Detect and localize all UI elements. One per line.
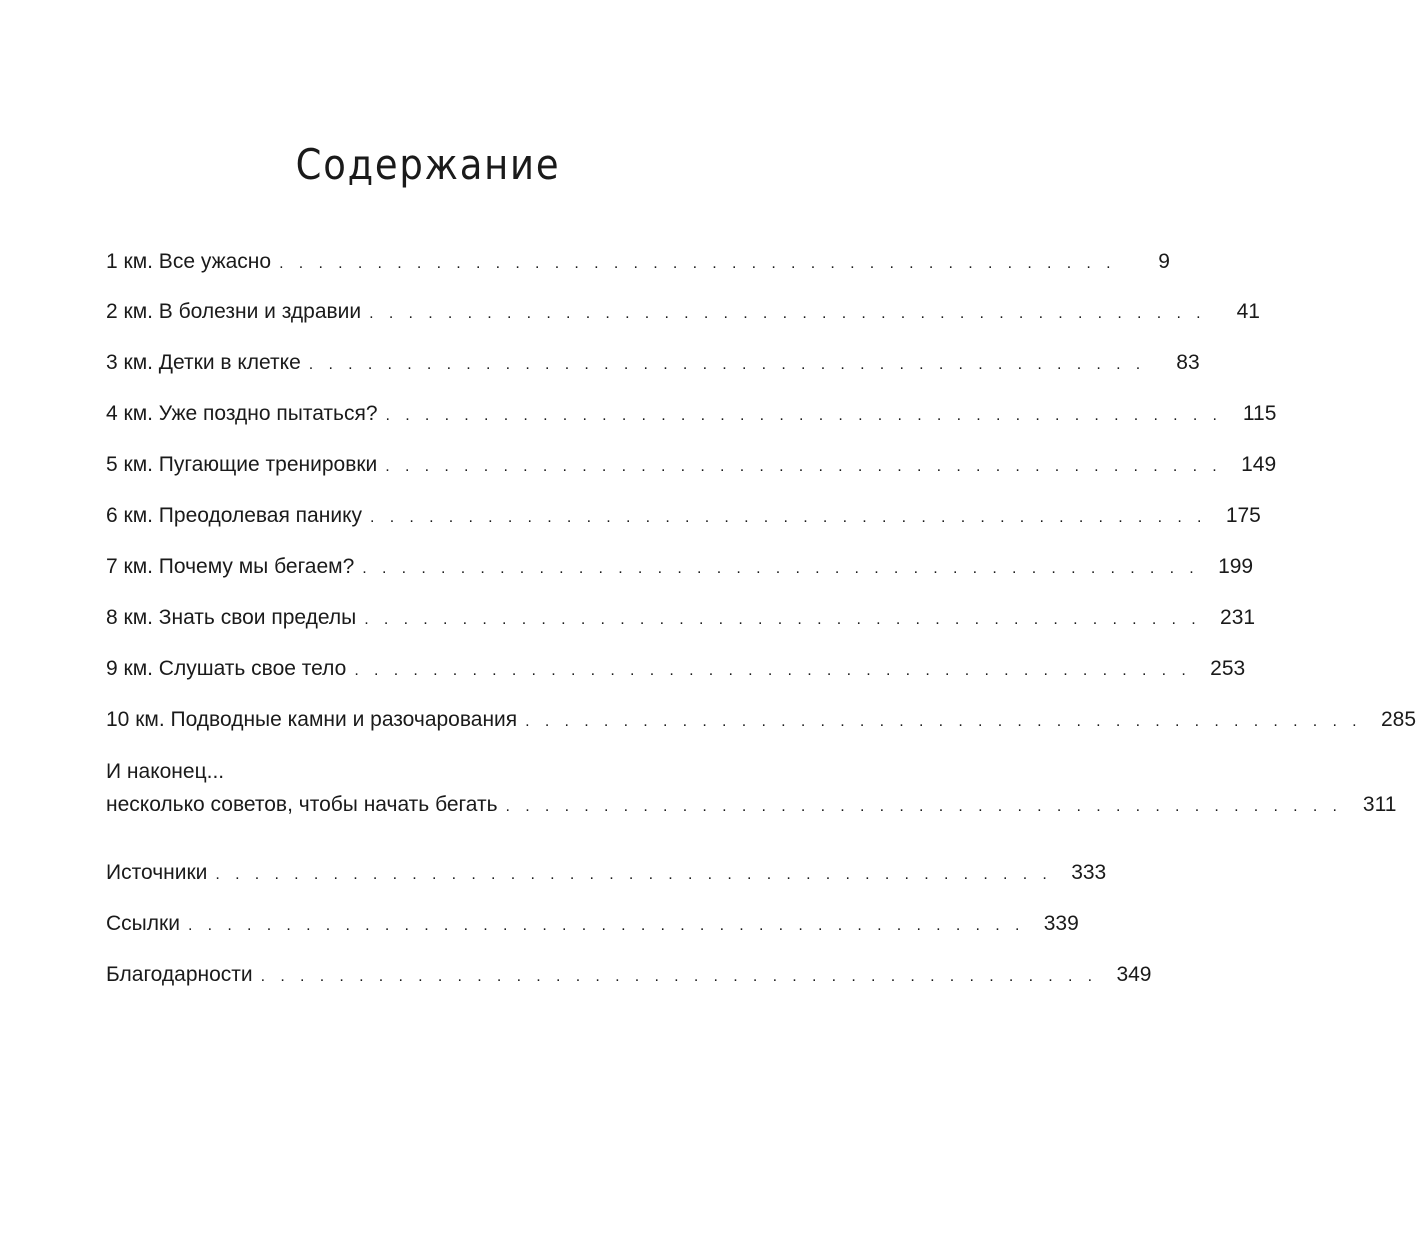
leader-dots: . . . . . . . . . . . . . . . . . . . . . . . . . . . . . . . . . . . . . . . . . . .	[308, 356, 1146, 373]
leader-dots: . . . . . . . . . . . . . . . . . . . . . . . . . . . . . . . . . . . . . . . . . . .	[364, 611, 1202, 628]
toc-entry	[106, 501, 1261, 531]
toc-entry	[106, 297, 1260, 327]
toc-back-matter-entry	[106, 858, 1107, 888]
toc-entry-label: 5 км. Пугающие тренировки	[106, 453, 378, 476]
toc-entry-page: 339	[1043, 912, 1079, 935]
toc-back-matter-entry	[106, 909, 1079, 939]
toc-entry-label: 10 км. Подводные камни и разочарования	[106, 708, 518, 731]
toc-entry-page: 199	[1218, 555, 1254, 578]
leader-dots: . . . . . . . . . . . . . . . . . . . . . . . . . . . . . . . . . . . . . . . . . . .	[260, 968, 1098, 985]
toc-entry	[106, 399, 1277, 429]
toc-entry-label: Благодарности	[106, 963, 253, 986]
toc-entry-page: 175	[1225, 504, 1261, 527]
toc-entry-label: 4 км. Уже поздно пытаться?	[106, 402, 378, 425]
toc-entry-page: 253	[1210, 657, 1246, 680]
toc-entry-page: 83	[1176, 351, 1200, 374]
leader-dots: . . . . . . . . . . . . . . . . . . . . . . . . . . . . . . . . . . . . . . . . . . .	[525, 713, 1363, 730]
leader-dots: . . . . . . . . . . . . . . . . . . . . . . . . . . . . . . . . . . . . . . . . . . .	[279, 255, 1116, 272]
leader-dots: . . . . . . . . . . . . . . . . . . . . . . . . . . . . . . . . . . . . . . . . . . .	[370, 509, 1207, 526]
toc-entry	[106, 450, 1277, 480]
toc-entry	[106, 348, 1200, 378]
toc-entry-first-line: И наконец...	[106, 760, 225, 783]
toc-entry-page: 231	[1220, 606, 1256, 629]
toc-entry-page: 149	[1241, 453, 1277, 476]
leader-dots: . . . . . . . . . . . . . . . . . . . . . . . . . . . . . . . . . . . . . . . . . . .	[362, 560, 1200, 577]
toc-back-matter-entry	[106, 960, 1152, 990]
toc-entry-label: 8 км. Знать свои пределы	[106, 606, 357, 629]
toc-entry-page: 285	[1380, 708, 1416, 731]
toc-entry-label: 7 км. Почему мы бегаем?	[106, 555, 355, 578]
toc-entry	[106, 247, 1170, 277]
toc-entry-label: 6 км. Преодолевая панику	[106, 504, 362, 527]
toc-entry-label: Ссылки	[106, 912, 180, 935]
toc-entry-label: 9 км. Слушать свое тело	[106, 657, 347, 680]
toc-entry	[106, 654, 1246, 684]
toc-entry-page: 9	[1158, 250, 1170, 273]
toc-entry-page: 311	[1362, 793, 1397, 816]
leader-dots: . . . . . . . . . . . . . . . . . . . . . . . . . . . . . . . . . . . . . . . . . . .	[215, 866, 1053, 883]
toc-entry-label: несколько советов, чтобы начать бегать	[106, 793, 498, 816]
toc-entry	[106, 603, 1256, 633]
leader-dots: . . . . . . . . . . . . . . . . . . . . . . . . . . . . . . . . . . . . . . . . . . .	[187, 917, 1025, 934]
toc-entry-page: 349	[1116, 963, 1152, 986]
leader-dots: . . . . . . . . . . . . . . . . . . . . . . . . . . . . . . . . . . . . . . . . . . .	[354, 662, 1192, 679]
toc-entry	[106, 705, 1416, 735]
toc-entry-label: 2 км. В болезни и здравии	[106, 300, 362, 323]
toc-entry-page: 333	[1071, 861, 1107, 884]
toc-entry-label: Источники	[106, 861, 208, 884]
leader-dots: . . . . . . . . . . . . . . . . . . . . . . . . . . . . . . . . . . . . . . . . . . .	[385, 407, 1223, 424]
toc-entry-page: 41	[1236, 300, 1260, 323]
leader-dots: . . . . . . . . . . . . . . . . . . . . . . . . . . . . . . . . . . . . . . . . . . .	[505, 798, 1343, 815]
leader-dots: . . . . . . . . . . . . . . . . . . . . . . . . . . . . . . . . . . . . . . . . . . .	[385, 458, 1223, 475]
toc-entry-label: 1 км. Все ужасно	[106, 250, 272, 273]
toc-entry	[106, 790, 1397, 820]
toc-entry	[106, 552, 1254, 582]
leader-dots: . . . . . . . . . . . . . . . . . . . . . . . . . . . . . . . . . . . . . . . . . . .	[369, 305, 1206, 322]
toc-entry-page: 115	[1242, 402, 1277, 425]
toc-entry-label: 3 км. Детки в клетке	[106, 351, 301, 374]
page-title: Содержание	[295, 140, 561, 189]
